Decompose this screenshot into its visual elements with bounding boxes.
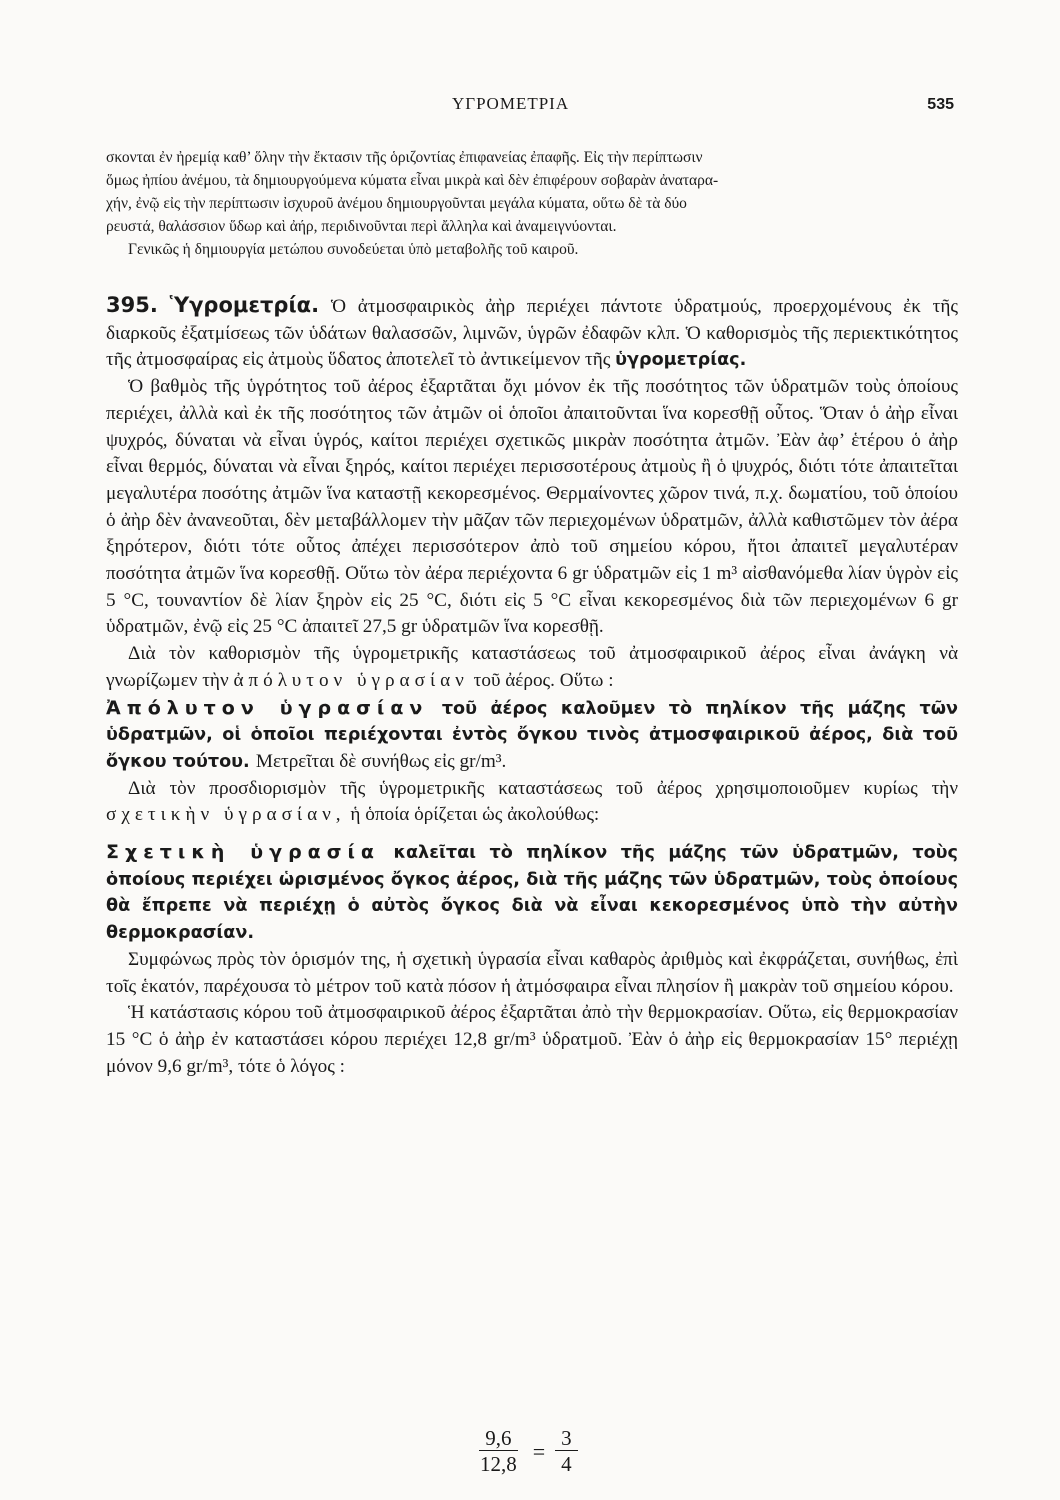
intro-paragraph bbox=[106, 146, 958, 261]
text-line: ὅμως ἠπίου ἀνέμου, τὰ δημιουργούμενα κύματα εἶναι μικρὰ καὶ δὲν ἐπιφέρουν σοβαρὰν ἀναταρα- bbox=[106, 172, 719, 189]
hygrometry-term: ὑγρομετρίας. bbox=[615, 350, 747, 371]
fraction-denominator: 4 bbox=[561, 1452, 572, 1476]
paragraph-text: ἡ ὁποία ὁρίζεται ὡς ἀκολούθως: bbox=[350, 804, 600, 826]
fraction-denominator: 12,8 bbox=[480, 1452, 517, 1476]
ratio-equation bbox=[474, 1426, 578, 1477]
relative-humidity-intro-paragraph bbox=[106, 776, 958, 829]
text-line: ρευστά, θαλάσσιον ὕδωρ καὶ ἀήρ, περιδινοῦνται περὶ ἄλληλα καὶ ἀναμειγνύονται. bbox=[106, 218, 617, 235]
paragraph-text: τοῦ ἀέρος. Οὕτω : bbox=[473, 669, 614, 691]
absolute-humidity-intro-paragraph bbox=[106, 641, 958, 694]
text-line: σκονται ἐν ἠρεμίᾳ καθ’ ὅλην τὴν ἔκτασιν τῆς ὁριζοντίας ἐπιφανείας ἐπαφῆς. Εἰς τὴν περίπτωσιν bbox=[106, 149, 703, 166]
relative-humidity-definition bbox=[106, 839, 958, 947]
paragraph-text: Διὰ τὸν καθορισμὸν τῆς ὑγρομετρικῆς καταστάσεως τοῦ ἀτμοσφαιρικοῦ ἀέρος εἶναι ἀνάγκη νὰ γνωρίζωμεν τὴν bbox=[106, 643, 958, 691]
page-number: 535 bbox=[927, 96, 954, 113]
definition-term: Σχετικὴ ὑγρασία bbox=[106, 841, 380, 864]
section-title: Ὑγρομετρία. bbox=[169, 293, 320, 317]
running-title: ΥΓΡΟΜΕΤΡΙΑ bbox=[452, 94, 570, 113]
section-intro-text: Ὁ ἀτμοσφαιρικὸς ἀὴρ περιέχει πάντοτε ὑδρατμούς, προερχομένους ἐκ τῆς διαρκοῦς ἐξατμίσεως τῶν ὑδάτων θαλασσῶν, λιμνῶν, ὑγρῶν ἐδαφῶν κλπ. Ὁ καθορισμὸς τῆς περιεκτικότητος τῆς ἀτμοσφαίρας εἰς ἀτμοὺς ὕδατος ἀποτελεῖ τὸ ἀντικείμενον τῆς bbox=[106, 296, 959, 371]
humidity-degree-paragraph: Ὁ βαθμὸς τῆς ὑγρότητος τοῦ ἀέρος ἐξαρτᾶται ὄχι μόνον ἐκ τῆς ποσότητος τῶν ὑδρατμῶν τοὺς ὁποίους περιέχει, ἀλλὰ καὶ ἐκ τῆς ποσότητος τῶν ἀτμῶν οἱ ὁποῖοι ἀπαιτοῦνται ἵνα κορεσθῇ οὗτος. Ὅταν ὁ ἀὴρ εἶναι ψυχρός, δύναται νὰ εἶναι ὑγρός, καίτοι περιέχει σχετικῶς μικρὰν ποσότητα ἀτμῶν. Ἐὰν ἀφ’ ἑτέρου ὁ ἀὴρ εἶναι θερμός, δύναται νὰ εἶναι ξηρός, καίτοι περιέχει περισσοτέρους ἀτμοὺς ἢ ὁ ψυχρός, διότι τότε ἀπαιτεῖται μεγαλυτέρα ποσότης ἀτμῶν ἵνα καταστῇ κεκορεσμένος. Θερμαίνοντες χῶρον τινά, π.χ. δωματίου, τοῦ ὁποίου ὁ ἀὴρ δὲν ἀνανεοῦται, δὲν μεταβάλλομεν τὴν μᾶζαν τῶν περιεχομένων ὑδρατμῶν, ἀλλὰ καθιστῶμεν τὸν ἀέρα ξηρότερον, διότι τότε οὗτος ἀπέχει περισσότερον ἀπὸ τοῦ σημείου κόρου, ἤτοι ἀπαιτεῖ μεγαλυτέραν ποσότητα ἀτμῶν ἵνα κορεσθῇ. Οὕτω τὸν ἀέρα περιέχοντα 6 gr ὑδρατμῶν εἰς 1 m³ αἰσθανόμεθα λίαν ὑγρὸν εἰς 5 °C, τουναντίον δὲ λίαν ξηρὸν εἰς 25 °C, διότι εἰς 5 °C εἶναι κεκορεσμένος διὰ τῶν περιεχομένων 6 gr ὑδρατμῶν, ἐνῷ εἰς 25 °C ἀπαιτεῖ 27,5 gr ὑδρατμῶν ἵνα κορεσθῇ. bbox=[106, 376, 958, 638]
definition-text: τοῦ ἀέρος καλοῦμεν τὸ πηλίκον τῆς μάζης τῶν ὑδρατμῶν, οἱ ὁποῖοι περιέχονται ἐντὸς ὄγκου τινὸς ἀτμοσφαιρικοῦ ἀέρος, διὰ τοῦ ὄγκου τούτου. bbox=[106, 698, 958, 772]
fraction-numerator: 3 bbox=[555, 1426, 578, 1451]
spaced-term-absolute-humidity: ἀπόλυτον ὑγρασίαν bbox=[233, 669, 469, 691]
running-header bbox=[0, 94, 1060, 118]
text-line: χήν, ἐνῷ εἰς τὴν περίπτωσιν ἰσχυροῦ ἀνέμου δημιουργοῦνται μεγάλα κύματα, οὕτω δὲ τὰ δύο bbox=[106, 195, 687, 212]
fraction-right bbox=[555, 1426, 578, 1477]
unit-note: Μετρεῖται δὲ συνήθως εἰς gr/m³. bbox=[255, 750, 507, 772]
absolute-humidity-definition bbox=[106, 695, 958, 776]
main-text bbox=[106, 292, 958, 1080]
section-395-paragraph bbox=[106, 292, 958, 374]
fraction-left bbox=[474, 1426, 523, 1477]
intro-closing-line: Γενικῶς ἡ δημιουργία μετώπου συνοδεύεται ὑπὸ μεταβολῆς τοῦ καιροῦ. bbox=[128, 241, 579, 258]
section-number: 395. bbox=[106, 293, 158, 317]
saturation-paragraph: Ἡ κατάστασις κόρου τοῦ ἀτμοσφαιρικοῦ ἀέρος ἐξαρτᾶται ἀπὸ τὴν θερμοκρασίαν. Οὕτω, εἰς θερμοκρασίαν 15 °C ὁ ἀὴρ ἐν καταστάσει κόρου περιέχει 12,8 gr/m³ ὑδρατμοῦ. Ἐὰν ὁ ἀὴρ εἰς θερμοκρασίαν 15° περιέχῃ μόνον 9,6 gr/m³, τότε ὁ λόγος : bbox=[106, 1002, 958, 1077]
relative-humidity-explanation-paragraph: Συμφώνως πρὸς τὸν ὁρισμόν της, ἡ σχετικὴ ὑγρασία εἶναι καθαρὸς ἀριθμὸς καὶ ἐκφράζεται, συνήθως, ἐπὶ τοῖς ἑκατόν, παρέχουσα τὸ μέτρον τοῦ κατὰ πόσον ἡ ἀτμόσφαιρα εἶναι πλησίον ἢ μακρὰν τοῦ σημείου κόρου. bbox=[106, 948, 958, 997]
definition-text: καλεῖται τὸ πηλίκον τῆς μάζης τῶν ὑδρατμῶν, τοὺς ὁποίους περιέχει ὡρισμένος ὄγκος ἀέρος, διὰ τῆς μάζης τῶν ὑδρατμῶν, τοὺς ὁποίους θὰ ἔπρεπε νὰ περιέχῃ ὁ αὐτὸς ὄγκος διὰ νὰ εἶναι κεκορεσμένος ὑπὸ τὴν αὐτὴν θερμοκρασίαν. bbox=[106, 843, 958, 944]
equals-sign: = bbox=[532, 1438, 546, 1464]
paragraph-text: Διὰ τὸν προσδιορισμὸν τῆς ὑγρομετρικῆς καταστάσεως τοῦ ἀέρος χρησιμοποιοῦμεν κυρίως τὴν bbox=[128, 777, 958, 799]
spaced-term-relative-humidity: σχετικὴν ὑγρασίαν, bbox=[106, 804, 346, 826]
fraction-numerator: 9,6 bbox=[479, 1426, 517, 1451]
definition-term: Ἀπόλυτον ὑγρασίαν bbox=[106, 696, 429, 719]
